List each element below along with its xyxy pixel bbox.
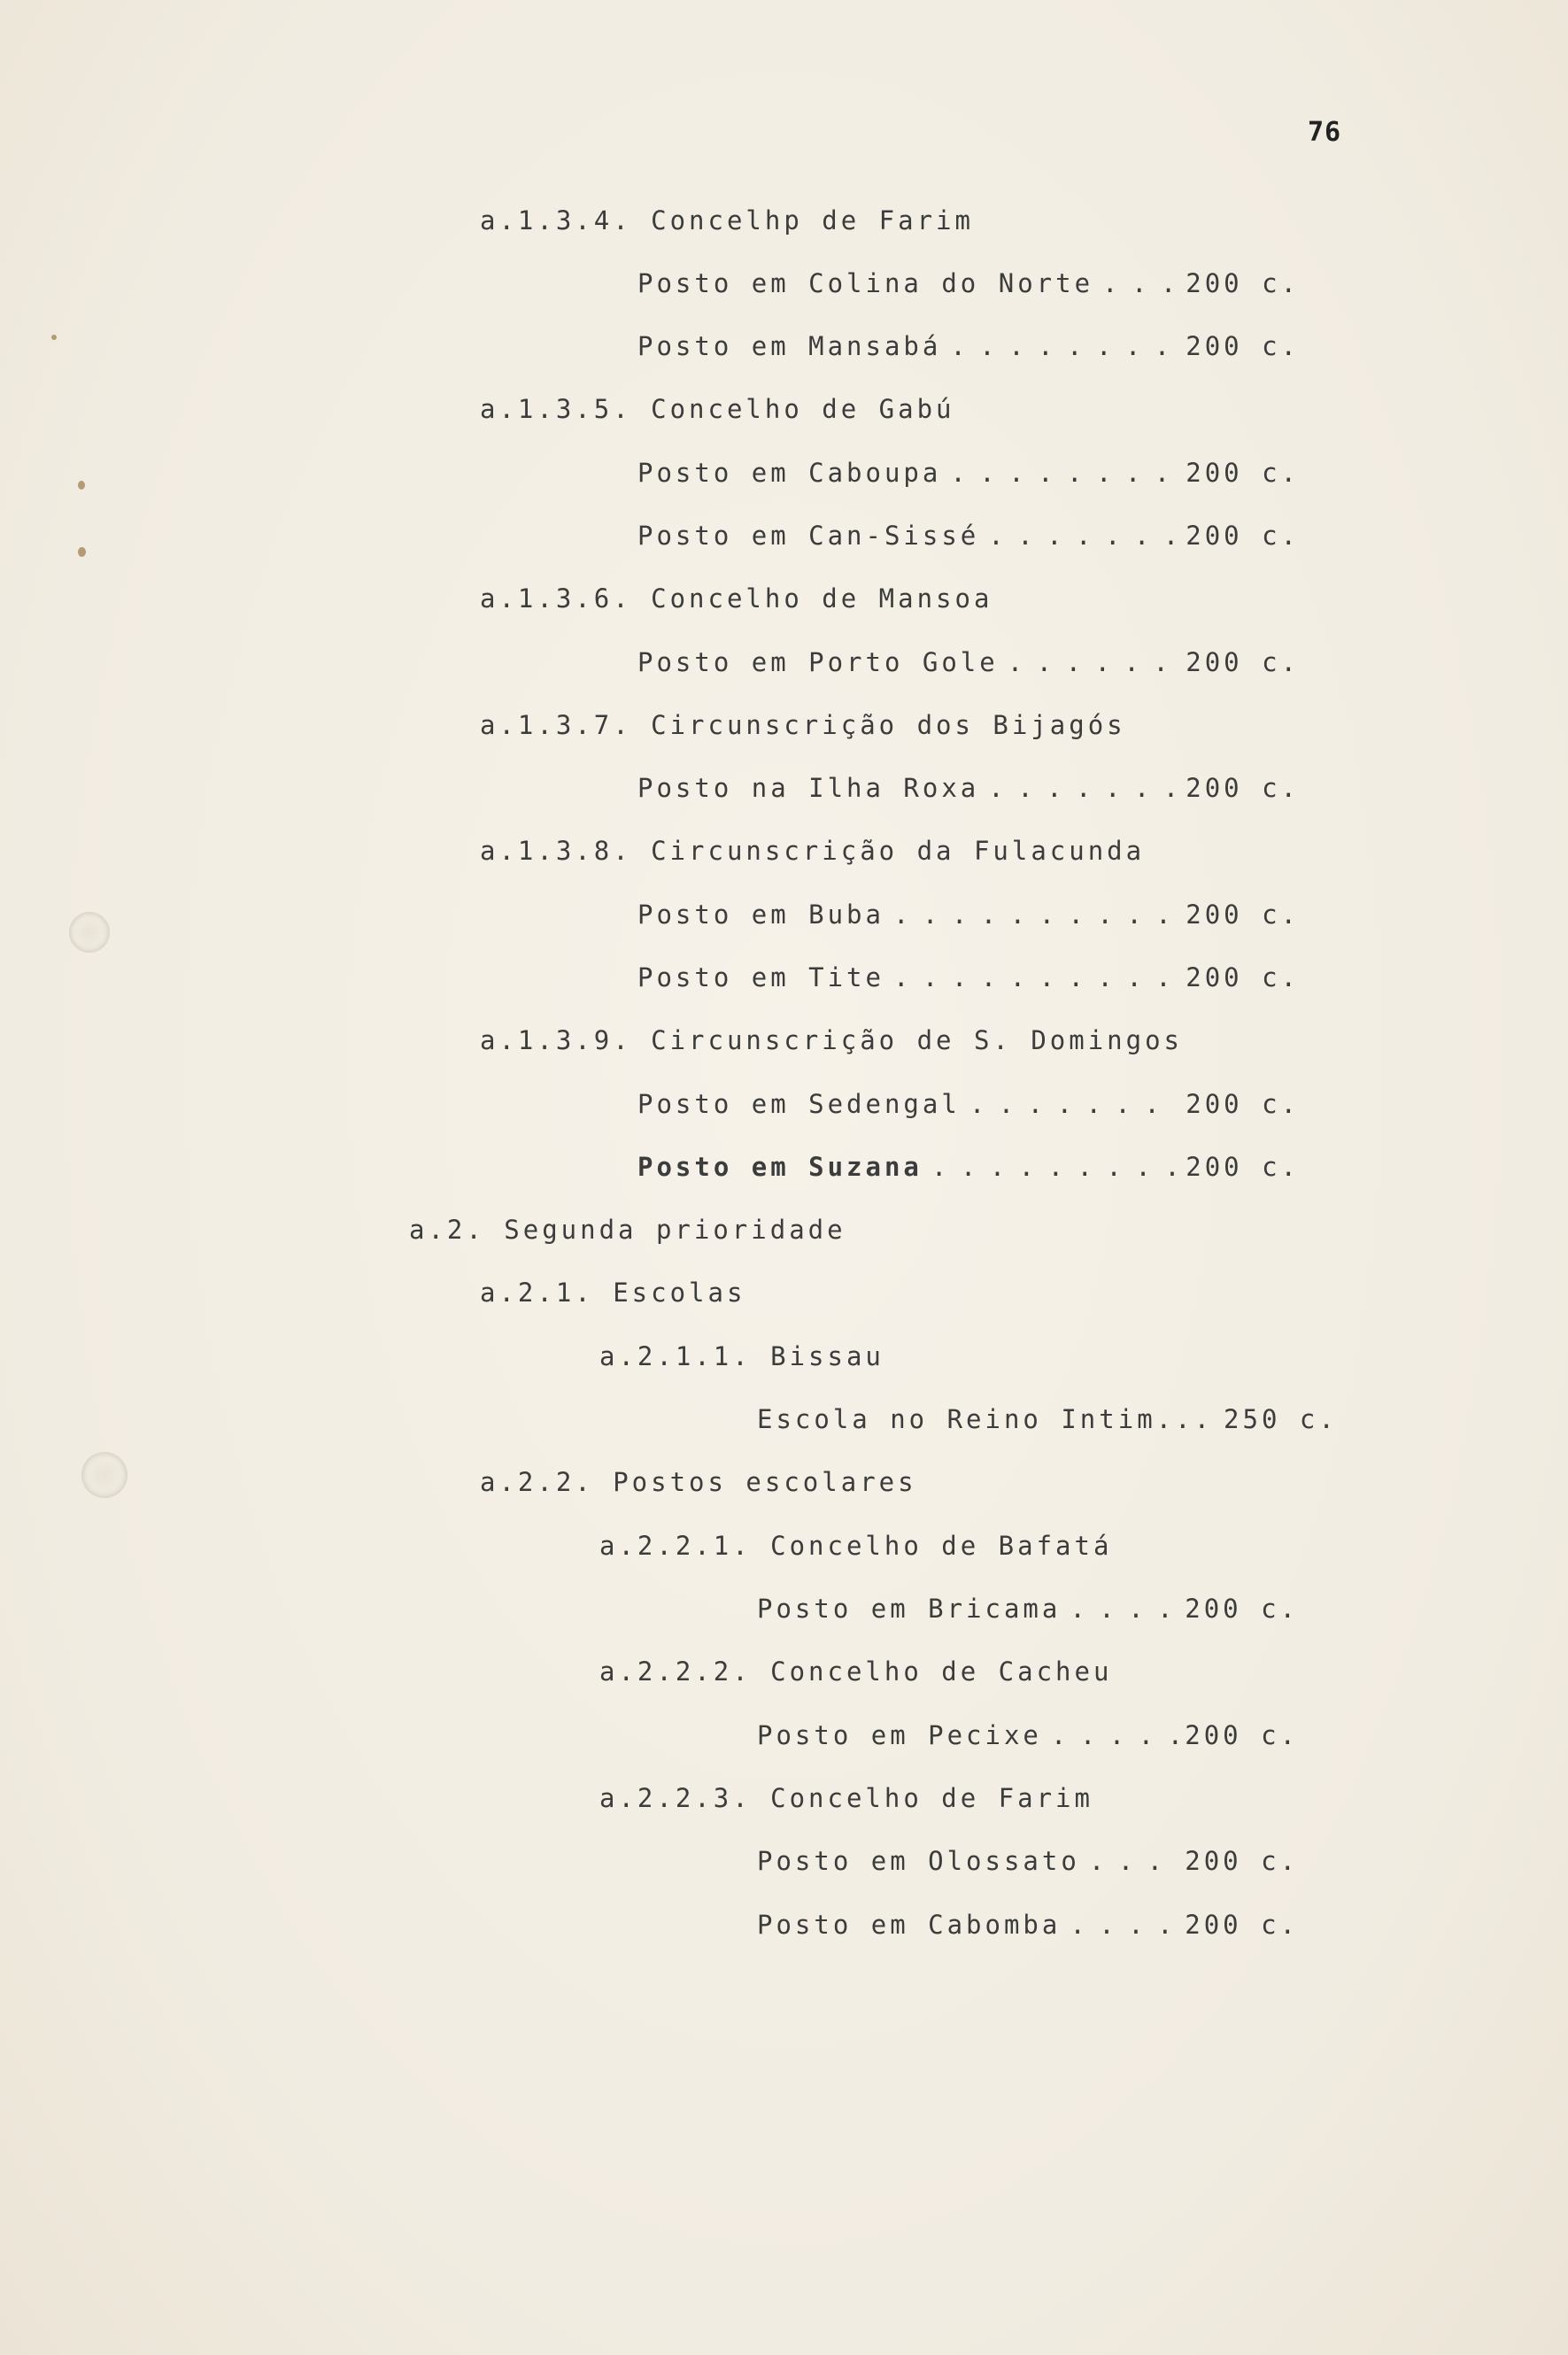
leader-dots bbox=[893, 962, 1178, 992]
list-item bbox=[637, 1152, 1300, 1182]
list-item bbox=[757, 1594, 1299, 1624]
entry-name: Posto em Cabomba bbox=[757, 1910, 1062, 1940]
leader-dots bbox=[1070, 1910, 1178, 1940]
entry-amount: 200 c. bbox=[1185, 1910, 1299, 1940]
section-heading: a.1.3.4. Concelhp de Farim bbox=[480, 205, 974, 236]
list-item bbox=[757, 1404, 1338, 1434]
leader-dots bbox=[893, 900, 1178, 930]
leader-dots bbox=[1051, 1720, 1178, 1750]
subsection-heading: a.2.2. Postos escolares bbox=[480, 1467, 917, 1497]
entry-name: Posto em Buba bbox=[637, 900, 884, 930]
entry-amount: 200 c. bbox=[1186, 1089, 1300, 1119]
leader-dots bbox=[988, 773, 1178, 803]
stain-spot bbox=[51, 335, 57, 340]
leader-dots bbox=[950, 458, 1178, 488]
section-heading: a.1.3.6. Concelho de Mansoa bbox=[480, 583, 993, 614]
entry-name: Posto na Ilha Roxa bbox=[637, 773, 980, 803]
list-item bbox=[637, 1089, 1300, 1119]
leader-dots bbox=[1089, 1846, 1178, 1876]
entry-name: Posto em Can-Sissé bbox=[637, 521, 980, 551]
entry-name: Posto em Olossato bbox=[757, 1846, 1080, 1876]
subsection-heading: a.2.1. Escolas bbox=[480, 1278, 746, 1308]
section-heading: a.1.3.8. Circunscrição da Fulacunda bbox=[480, 836, 1146, 866]
stain-spot bbox=[78, 547, 86, 557]
list-item bbox=[637, 521, 1300, 551]
section-heading: a.1.3.5. Concelho de Gabú bbox=[480, 394, 955, 424]
entry-amount: 200 c. bbox=[1186, 900, 1300, 930]
list-item bbox=[757, 1910, 1299, 1940]
entry-name: Escola no Reino Intim... bbox=[757, 1404, 1214, 1434]
entry-amount: 200 c. bbox=[1186, 268, 1300, 298]
entry-amount: 200 c. bbox=[1186, 962, 1300, 992]
leader-dots bbox=[969, 1089, 1178, 1119]
subsection-heading: a.2.2.1. Concelho de Bafatá bbox=[599, 1531, 1113, 1561]
list-item bbox=[757, 1720, 1299, 1750]
leader-dots bbox=[1070, 1594, 1178, 1624]
entry-amount: 200 c. bbox=[1186, 458, 1300, 488]
section-heading: a.1.3.9. Circunscrição de S. Domingos bbox=[480, 1025, 1184, 1055]
leader-dots bbox=[950, 331, 1178, 361]
list-item bbox=[637, 268, 1300, 298]
entry-amount: 250 c. bbox=[1224, 1404, 1338, 1434]
entry-name: Posto em Colina do Norte bbox=[637, 268, 1094, 298]
subsection-heading: a.2.1.1. Bissau bbox=[599, 1341, 884, 1371]
list-item bbox=[637, 647, 1300, 677]
entry-amount: 200 c. bbox=[1186, 773, 1300, 803]
subsection-heading: a.2.2.2. Concelho de Cacheu bbox=[599, 1656, 1113, 1687]
list-item bbox=[757, 1846, 1299, 1876]
leader-dots bbox=[931, 1152, 1178, 1182]
entry-name: Posto em Sedengal bbox=[637, 1089, 961, 1119]
list-item bbox=[637, 331, 1300, 361]
entry-amount: 200 c. bbox=[1186, 1152, 1300, 1182]
entry-name: Posto em Mansabá bbox=[637, 331, 942, 361]
entry-name: Posto em Porto Gole bbox=[637, 647, 999, 677]
section-heading: a.2. Segunda prioridade bbox=[409, 1215, 846, 1245]
leader-dots bbox=[988, 521, 1178, 551]
entry-amount: 200 c. bbox=[1186, 521, 1300, 551]
list-item bbox=[637, 773, 1300, 803]
entry-name: Posto em Caboupa bbox=[637, 458, 942, 488]
leader-dots bbox=[1008, 647, 1179, 677]
entry-name: Posto em Tite bbox=[637, 962, 884, 992]
list-item bbox=[637, 900, 1300, 930]
stain-spot bbox=[78, 481, 85, 490]
leader-dots bbox=[1102, 268, 1178, 298]
punch-hole-bottom bbox=[81, 1452, 127, 1498]
entry-amount: 200 c. bbox=[1186, 647, 1300, 677]
section-heading: a.1.3.7. Circunscrição dos Bijagós bbox=[480, 710, 1126, 740]
punch-hole-top bbox=[69, 912, 110, 953]
subsection-heading: a.2.2.3. Concelho de Farim bbox=[599, 1783, 1093, 1813]
entry-amount: 200 c. bbox=[1185, 1594, 1299, 1624]
list-item bbox=[637, 458, 1300, 488]
entry-name: Posto em Pecixe bbox=[757, 1720, 1042, 1750]
page-number: 76 bbox=[1308, 117, 1342, 148]
entry-amount: 200 c. bbox=[1186, 331, 1300, 361]
entry-amount: 200 c. bbox=[1185, 1846, 1299, 1876]
list-item bbox=[637, 962, 1300, 992]
entry-name: Posto em Bricama bbox=[757, 1594, 1062, 1624]
entry-amount: 200 c. bbox=[1185, 1720, 1299, 1750]
entry-name: Posto em Suzana bbox=[637, 1152, 923, 1182]
